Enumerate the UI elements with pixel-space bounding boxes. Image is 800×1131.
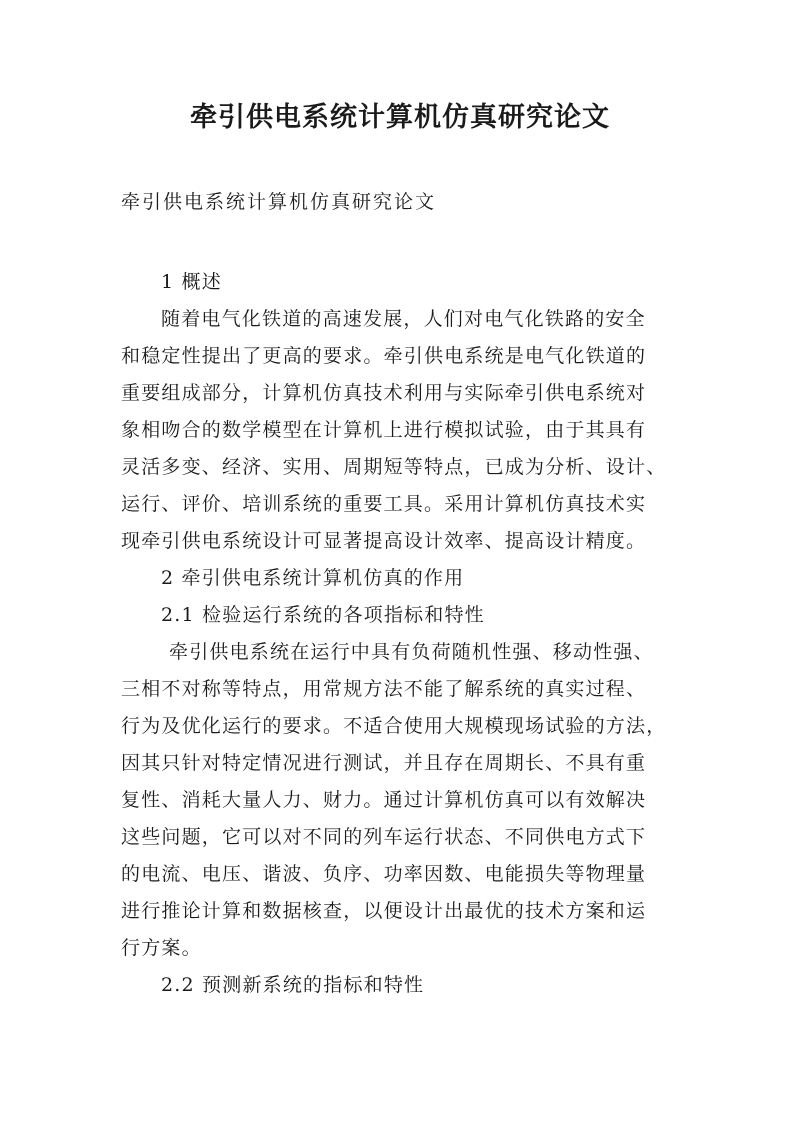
document-body (121, 264, 687, 1004)
paragraph-line: 现牵引供电系统设计可显著提高设计效率、提高设计精度。 (121, 530, 647, 552)
paragraph-line: 1 概述 (161, 271, 222, 293)
document-title: 牵引供电系统计算机仿真研究论文 (190, 102, 610, 133)
paragraph-line: 行方案。 (121, 937, 202, 959)
document-subtitle: 牵引供电系统计算机仿真研究论文 (121, 191, 437, 213)
paragraph-line: 行为及优化运行的要求。不适合使用大规模现场试验的方法， (121, 715, 667, 737)
paragraph-line: 牵引供电系统在运行中具有负荷随机性强、移动性强、 (169, 641, 654, 663)
paragraph-line: 象相吻合的数学模型在计算机上进行模拟试验，由于其具有 (121, 419, 647, 441)
paragraph-line: 2.1 检验运行系统的各项指标和特性 (161, 604, 485, 626)
paragraph-line: 随着电气化铁道的高速发展，人们对电气化铁路的安全 (161, 308, 646, 330)
paragraph-line: 进行推论计算和数据核查，以便设计出最优的技术方案和运 (121, 900, 647, 922)
paragraph-line: 运行、评价、培训系统的重要工具。采用计算机仿真技术实 (121, 493, 647, 515)
paragraph-line: 复性、消耗大量人力、财力。通过计算机仿真可以有效解决 (121, 789, 647, 811)
paragraph-line: 重要组成部分，计算机仿真技术利用与实际牵引供电系统对 (121, 382, 647, 404)
paragraph-line: 三相不对称等特点，用常规方法不能了解系统的真实过程、 (121, 678, 647, 700)
paragraph-line: 因其只针对特定情况进行测试，并且存在周期长、不具有重 (121, 752, 647, 774)
paragraph-line: 这些问题，它可以对不同的列车运行状态、不同供电方式下 (121, 826, 647, 848)
paragraph-line: 2 牵引供电系统计算机仿真的作用 (161, 567, 465, 589)
paragraph-line: 灵活多变、经济、实用、周期短等特点，已成为分析、设计、 (121, 456, 667, 478)
paragraph-line: 和稳定性提出了更高的要求。牵引供电系统是电气化铁道的 (121, 345, 647, 367)
paragraph-line: 2.2 预测新系统的指标和特性 (161, 974, 425, 996)
paragraph-line: 的电流、电压、谐波、负序、功率因数、电能损失等物理量 (121, 863, 647, 885)
